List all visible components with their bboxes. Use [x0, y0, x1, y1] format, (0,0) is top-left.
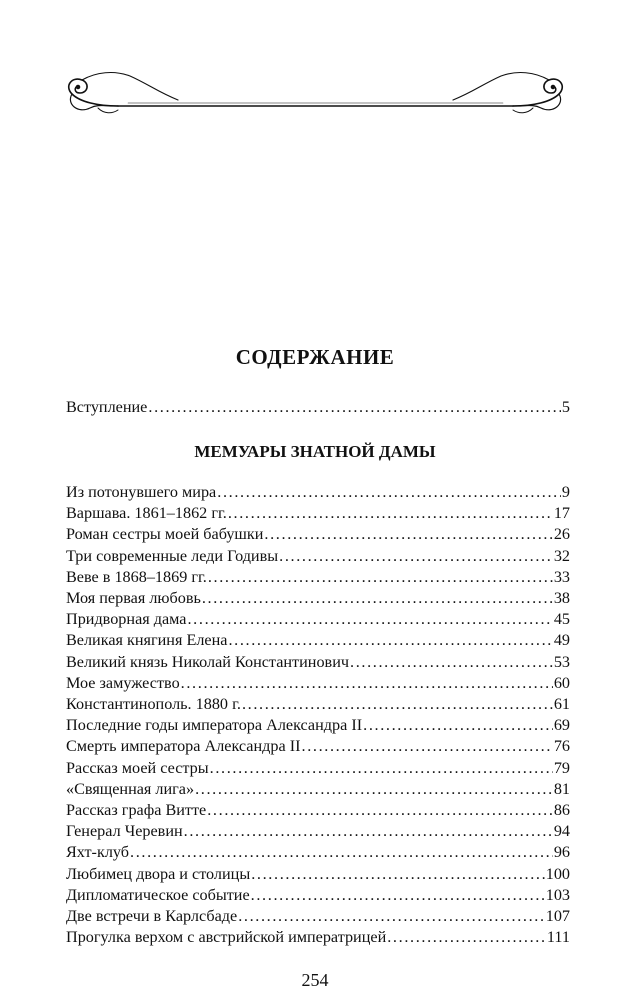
- dot-leader: [208, 566, 553, 588]
- toc-entry-page: 17: [553, 504, 570, 523]
- dot-leader: [210, 757, 553, 779]
- toc-entry-page: 86: [553, 801, 570, 819]
- toc-entry-page: 60: [553, 673, 570, 692]
- toc-entry[interactable]: [66, 926, 570, 948]
- dot-leader: [228, 629, 552, 651]
- dot-leader: [217, 481, 561, 503]
- toc-entry-label: Смерть императора Александра II: [66, 737, 301, 756]
- toc-entry-label: Яхт-клуб: [66, 843, 130, 862]
- toc-entry-label: Моя первая любовь: [66, 589, 201, 607]
- toc-entry-label: Рассказ графа Витте: [66, 801, 207, 819]
- toc-entry-label: Придворная дама: [66, 610, 187, 629]
- toc-entry-page: 5: [561, 398, 570, 416]
- dot-leader: [238, 905, 545, 927]
- dot-leader: [251, 884, 545, 906]
- toc-entry[interactable]: [66, 735, 570, 757]
- dot-leader: [187, 608, 552, 630]
- toc-entry[interactable]: [66, 672, 570, 694]
- dot-leader: [184, 820, 553, 842]
- toc-entry[interactable]: [66, 693, 570, 715]
- dot-leader: [148, 396, 561, 418]
- toc-entry-page: 61: [553, 695, 570, 713]
- toc-entry[interactable]: [66, 545, 570, 567]
- toc-entry-page: 69: [553, 716, 570, 735]
- toc-entry[interactable]: [66, 799, 570, 821]
- toc-entry-label: Константинополь. 1880 г.: [66, 695, 241, 713]
- toc-entry[interactable]: [66, 651, 570, 673]
- toc-entry-label: Генерал Черевин: [66, 822, 183, 841]
- toc-entry[interactable]: [66, 587, 570, 609]
- page-number: 254: [301, 970, 329, 990]
- dot-leader: [228, 502, 553, 524]
- toc-entry-page: 76: [553, 737, 570, 756]
- toc-entry-label: Роман сестры моей бабушки: [66, 525, 264, 544]
- toc-entry-page: 81: [553, 779, 570, 798]
- dot-leader: [251, 863, 545, 885]
- toc-entry[interactable]: [66, 502, 570, 524]
- dot-leader: [279, 545, 553, 567]
- toc-entry-label: Рассказ моей сестры: [66, 758, 209, 777]
- toc-entry[interactable]: [66, 905, 570, 927]
- toc-entry-label: Любимец двора и столицы: [66, 864, 251, 883]
- toc-entry-label: Прогулка верхом с австрийской императрицей: [66, 928, 387, 947]
- toc-entry-page: 45: [553, 610, 570, 629]
- toc-entry-label: Великая княгиня Елена: [66, 631, 228, 650]
- toc-entry-label: Варшава. 1861–1862 гг.: [66, 504, 227, 523]
- toc-entry[interactable]: [66, 841, 570, 863]
- toc-entry-page: 96: [553, 843, 570, 862]
- toc-entry-label: Дипломатическое событие: [66, 885, 250, 904]
- toc-entry[interactable]: [66, 481, 570, 503]
- toc-entry-page: 9: [561, 483, 570, 501]
- dot-leader: [207, 799, 553, 821]
- toc-entry-label: Мое замужество: [66, 673, 180, 692]
- dot-leader: [181, 672, 553, 694]
- toc-entry-page: 79: [553, 758, 570, 777]
- toc-entry-label: Три современные леди Годивы: [66, 546, 279, 565]
- toc-entry-page: 26: [553, 525, 570, 544]
- toc-entry-label: Из потонувшего мира: [66, 483, 217, 501]
- toc-entry[interactable]: [66, 820, 570, 842]
- toc-entry[interactable]: [66, 714, 570, 736]
- toc-entry-intro[interactable]: [66, 396, 570, 418]
- section-heading: МЕМУАРЫ ЗНАТНОЙ ДАМЫ: [194, 442, 436, 461]
- toc-entry[interactable]: [66, 523, 570, 545]
- toc-entry-label: Веве в 1868–1869 гг.: [66, 567, 207, 586]
- toc-entry-page: 33: [553, 567, 570, 586]
- toc-entry-page: 103: [545, 885, 570, 904]
- dot-leader: [350, 651, 553, 673]
- toc-entry-label: «Священная лига»: [66, 779, 195, 798]
- toc-entry-label: Великий князь Николай Константинович: [66, 652, 349, 671]
- toc-entry-label: Две встречи в Карлсбаде: [66, 907, 238, 925]
- toc-entry[interactable]: [66, 778, 570, 800]
- toc-entry-label: Последние годы императора Александра II: [66, 716, 363, 735]
- toc-entry-page: 107: [545, 907, 570, 925]
- toc-entry[interactable]: [66, 757, 570, 779]
- dot-leader: [264, 523, 552, 545]
- toc-entry[interactable]: [66, 566, 570, 588]
- toc-entry-page: 49: [553, 631, 570, 650]
- toc-entry-page: 32: [553, 546, 570, 565]
- dot-leader: [242, 693, 553, 715]
- toc-entry[interactable]: [66, 608, 570, 630]
- dot-leader: [387, 926, 546, 948]
- toc-entry-page: 94: [553, 822, 570, 841]
- dot-leader: [195, 778, 553, 800]
- dot-leader: [202, 587, 553, 609]
- toc-entry[interactable]: [66, 629, 570, 651]
- dot-leader: [302, 735, 553, 757]
- toc-entry-page: 111: [546, 928, 570, 947]
- dot-leader: [130, 841, 553, 863]
- toc-entry-label: Вступление: [66, 398, 148, 416]
- contents-heading: СОДЕРЖАНИЕ: [235, 345, 395, 369]
- toc-entry-page: 100: [545, 864, 570, 883]
- toc-entry[interactable]: [66, 884, 570, 906]
- decorative-flourish-ornament: [58, 62, 573, 122]
- toc-entry-page: 38: [553, 589, 570, 607]
- toc-entry[interactable]: [66, 863, 570, 885]
- toc-entry-page: 53: [553, 652, 570, 671]
- dot-leader: [363, 714, 553, 736]
